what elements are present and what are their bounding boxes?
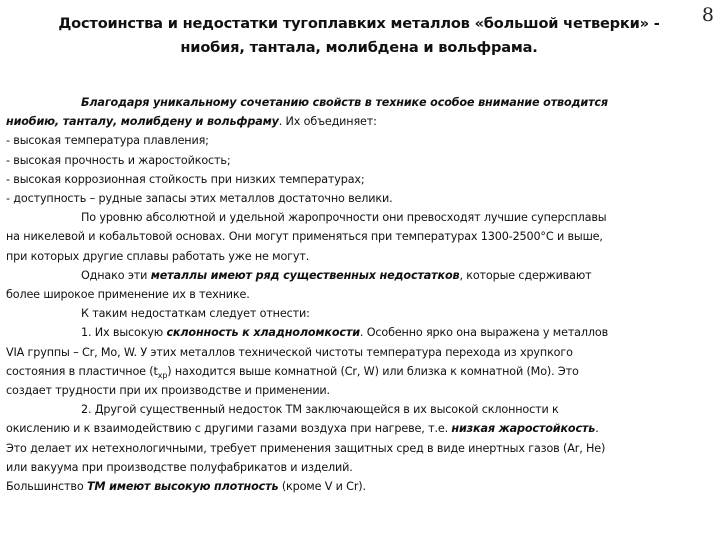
item2-line-3: Это делает их нетехнологичными, требует применения защитных сред в виде инертных газов (Ar, He) — [6, 441, 606, 455]
item2-line2-pre: окислению и к взаимодействию с другими газами воздуха при нагреве, т.е. — [6, 422, 452, 436]
intro-line-1 — [6, 93, 712, 112]
last-pre: Большинство — [6, 480, 87, 494]
item1-emphasis: склонность к хладноломкости — [166, 326, 360, 340]
page-number: 8 — [701, 4, 714, 26]
p4-line: К таким недостаткам следует отнести: — [81, 307, 310, 321]
p3-emphasis: металлы имеют ряд существенных недостатков — [150, 268, 460, 282]
item2-line-1: 2. Другой существенный недосток ТМ заключающейся в их высокой склонности к — [81, 403, 559, 417]
item1-pre: 1. Их высокую — [81, 326, 167, 340]
body-text — [6, 93, 712, 496]
item2-emphasis: низкая жаростойкость — [451, 422, 596, 436]
item1-line-3 — [6, 362, 712, 381]
title-line-2: ниобия, тантала, молибдена и вольфрама. — [180, 39, 538, 56]
last-line — [6, 477, 712, 496]
p3-line-1 — [6, 266, 712, 285]
item1-line-2: VIA группы – Cr, Mo, W. У этих металлов технической чистоты температура перехода из хрупкого — [6, 345, 573, 359]
p2-line-2: на никелевой и кобальтовой основах. Они могут применяться при температурах 1300-2500°С и выше, — [6, 230, 603, 244]
item2-line-2 — [6, 419, 712, 438]
p3-pre: Однако эти — [81, 268, 151, 282]
item1-post: . Особенно ярко она выражена у металлов — [359, 326, 609, 340]
item2-line2-post: . — [595, 422, 599, 436]
bullet-3: - высокая коррозионная стойкость при низких температурах; — [6, 172, 365, 186]
bullet-2: - высокая прочность и жаростойкость; — [6, 153, 231, 167]
slide-title — [34, 12, 684, 60]
last-post: (кроме V и Cr). — [278, 480, 366, 494]
item1-line3-post: ) находится выше комнатной (Cr, W) или близка к комнатной (Mo). Это — [167, 364, 579, 378]
item2-line-4: или вакуума при производстве полуфабрикатов и изделий. — [6, 460, 353, 474]
p3-line-2: более широкое применение их в технике. — [6, 288, 250, 302]
item1-line3-pre: состояния в пластичное (t — [6, 364, 158, 378]
intro-emphasis-1: Благодаря уникальному сочетанию свойств в технике особое внимание отводится — [81, 96, 608, 109]
item1-line3-sub: хр — [157, 371, 168, 381]
last-emphasis: ТМ имеют высокую плотность — [86, 480, 279, 494]
title-line-1: Достоинства и недостатки тугоплавких металлов «большой четверки» - — [58, 15, 660, 32]
p3-post: , которые сдерживают — [459, 268, 592, 282]
intro-emphasis-2: ниобию, танталу, молибдену и вольфраму — [6, 115, 279, 129]
p2-line-3: при которых другие сплавы работать уже не могут. — [6, 249, 310, 263]
item1-line-4: создает трудности при их производстве и применении. — [6, 384, 330, 398]
bullet-4: - доступность – рудные запасы этих металлов достаточно велики. — [6, 192, 393, 206]
bullet-1: - высокая температура плавления; — [6, 134, 209, 148]
intro-rest: . Их объединяет: — [278, 115, 377, 129]
item1-line-1 — [6, 323, 712, 342]
intro-line-2 — [6, 112, 712, 131]
p2-line-1: По уровню абсолютной и удельной жаропрочности они превосходят лучшие суперсплавы — [81, 211, 607, 225]
